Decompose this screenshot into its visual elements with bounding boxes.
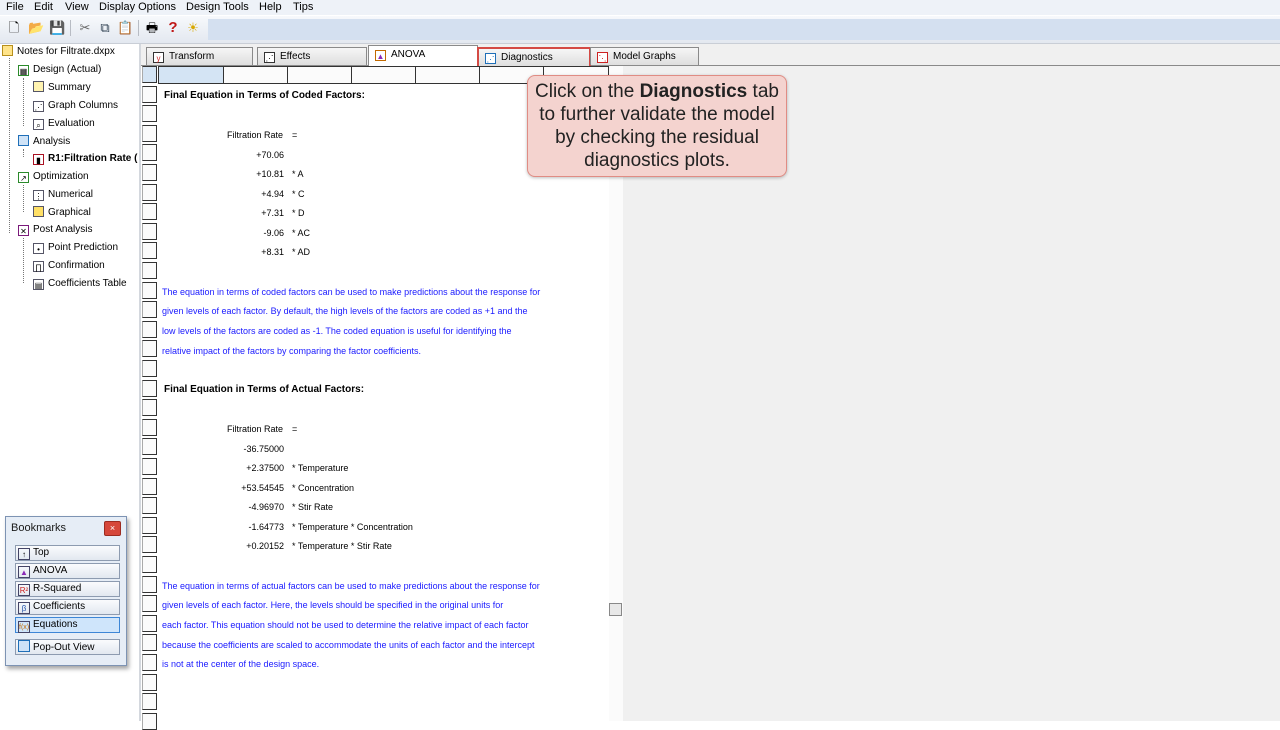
tree-item-confirmation[interactable]: ∏ Confirmation — [33, 258, 105, 274]
row-header-cell[interactable] — [142, 615, 157, 632]
coded-coefficient: -9.06 — [263, 228, 284, 238]
coded-term: * AC — [292, 228, 311, 238]
coded-coefficient: +4.94 — [261, 189, 284, 199]
bookmark-r-squared-button[interactable]: R² R-Squared — [15, 581, 120, 597]
row-header-cell[interactable] — [142, 360, 157, 377]
coded-coefficient: +10.81 — [256, 169, 284, 179]
tree-item-coefficients-table[interactable]: ▤ Coefficients Table — [34, 278, 127, 290]
coded-term: * C — [292, 189, 305, 199]
coded-term: * A — [292, 169, 304, 179]
actual-coefficient: +53.54545 — [241, 483, 284, 493]
open-folder-icon[interactable]: 📂 — [28, 20, 45, 35]
response-label: Filtration Rate — [227, 130, 284, 140]
tab-diagnostics[interactable]: ⋰ Diagnostics — [477, 47, 591, 68]
row-header-cell[interactable] — [142, 674, 157, 691]
row-header-cell[interactable] — [142, 556, 157, 573]
tree-item-design[interactable]: ▦ Design (Actual) — [19, 64, 102, 76]
model-graphs-icon: ⋱ — [598, 54, 607, 63]
actual-coefficient: -36.75000 — [243, 444, 284, 454]
row-header-cell[interactable] — [142, 301, 157, 318]
menu-help[interactable]: Help — [259, 1, 282, 13]
row-header-cell[interactable] — [142, 380, 157, 397]
bookmark-anova-button[interactable]: ▲ ANOVA — [15, 563, 120, 579]
new-file-icon[interactable]: 🗋 — [8, 20, 20, 35]
column-header[interactable] — [287, 66, 352, 84]
actual-term: * Temperature * Concentration — [292, 522, 413, 532]
tip-callout — [527, 75, 787, 177]
tree-item-evaluation[interactable]: ⌕ Evaluation — [33, 116, 95, 132]
row-header-cell[interactable] — [142, 262, 157, 279]
callout-text: Click on the Diagnostics tab to further validate the model by checking the residual diagnostics plots. — [535, 81, 779, 171]
summary-icon — [33, 81, 44, 92]
column-header[interactable] — [415, 66, 480, 84]
row-header-cell[interactable] — [142, 66, 157, 83]
print-icon[interactable]: 🖶 — [145, 20, 159, 35]
row-header-cell[interactable] — [142, 478, 157, 495]
confirmation-icon: ∏ — [33, 261, 44, 272]
response-chart-icon: ▮ — [33, 154, 44, 165]
evaluation-magnifier-icon: ⌕ — [33, 119, 44, 130]
actual-note-line: because the coefficients are scaled to accommodate the units of each factor and the intercept — [162, 640, 535, 650]
tree-line — [23, 185, 24, 212]
row-header-cell[interactable] — [142, 125, 157, 142]
row-header-cell[interactable] — [142, 576, 157, 593]
tab-anova[interactable]: ▲ ANOVA — [368, 45, 478, 66]
design-grid-icon: ▦ — [19, 67, 28, 76]
tab-effects[interactable]: ⋰ Effects — [257, 47, 367, 65]
tree-root[interactable]: Notes for Filtrate.dxpx — [2, 44, 115, 60]
menu-bar — [0, 0, 1280, 15]
row-header-cell[interactable] — [142, 458, 157, 475]
coded-coefficient: +8.31 — [261, 247, 284, 257]
toolbar-separator — [70, 20, 71, 36]
analysis-icon — [18, 135, 29, 146]
menu-view[interactable]: View — [65, 1, 89, 13]
row-header-cell[interactable] — [142, 282, 157, 299]
row-header-cell[interactable] — [142, 595, 157, 612]
tree-item-optimization[interactable]: ↗ Optimization — [18, 169, 89, 185]
anova-icon: ▲ — [376, 52, 385, 61]
row-header-cell[interactable] — [142, 536, 157, 553]
coded-coefficient: +7.31 — [261, 208, 284, 218]
actual-term: * Concentration — [292, 483, 355, 493]
coded-term: * D — [292, 208, 305, 218]
actual-equation-title: Final Equation in Terms of Actual Factors: — [164, 384, 365, 395]
function-icon: f(x) — [18, 621, 30, 633]
toolbar-separator — [138, 20, 139, 36]
menu-edit[interactable]: Edit — [34, 1, 53, 13]
beta-icon: β — [18, 602, 30, 614]
row-header-cell[interactable] — [142, 340, 157, 357]
row-header-cell[interactable] — [142, 223, 157, 240]
toolbar-empty-area — [208, 19, 1280, 40]
menu-design-tools[interactable]: Design Tools — [186, 1, 249, 13]
bookmark-coefficients-button[interactable]: β Coefficients — [15, 599, 120, 615]
row-header-cell[interactable] — [142, 713, 157, 730]
coded-term: * AD — [292, 247, 311, 257]
actual-term: * Temperature — [292, 463, 349, 473]
row-header-cell[interactable] — [142, 438, 157, 455]
r-squared-icon: R² — [19, 586, 29, 595]
help-icon[interactable]: ? — [168, 19, 178, 36]
row-header-cell[interactable] — [142, 399, 157, 416]
actual-note-line: given levels of each factor. Here, the levels should be specified in the original units for — [162, 600, 504, 610]
row-header-cell[interactable] — [142, 654, 157, 671]
row-headers — [141, 66, 158, 721]
menu-file[interactable]: File — [6, 1, 24, 13]
tree-item-analysis[interactable]: Analysis — [18, 134, 70, 150]
coded-coefficient: +70.06 — [256, 150, 284, 160]
diagnostics-icon: ⋰ — [486, 55, 495, 64]
row-header-cell[interactable] — [142, 164, 157, 181]
equals-sign: = — [292, 130, 298, 140]
column-header[interactable] — [158, 66, 224, 84]
folder-icon — [2, 45, 13, 56]
scrollbar-thumb[interactable] — [609, 603, 622, 616]
tree-line — [23, 238, 24, 283]
coded-note-line: low levels of the factors are coded as -1. The coded equation is useful for identifying the — [162, 326, 512, 336]
row-header-cell[interactable] — [142, 144, 157, 161]
actual-coefficient: +0.20152 — [246, 541, 284, 551]
row-header-cell[interactable] — [142, 693, 157, 710]
tab-bar — [141, 44, 1280, 66]
copy-icon[interactable]: ⧉ — [100, 20, 110, 35]
bookmark-top-button[interactable]: ↑ Top — [15, 545, 120, 561]
tip-bulb-icon[interactable]: ☀ — [187, 20, 199, 35]
coefficients-table-icon: ▤ — [34, 281, 43, 290]
response-label: Filtration Rate — [227, 424, 284, 434]
paste-icon[interactable]: 📋 — [117, 20, 134, 35]
row-header-cell[interactable] — [142, 242, 157, 259]
tree-item-graph-columns[interactable]: ⋰ Graph Columns — [34, 100, 119, 112]
row-header-cell[interactable] — [142, 517, 157, 534]
tree-item-point-prediction[interactable]: • Point Prediction — [33, 240, 118, 256]
row-header-cell[interactable] — [142, 321, 157, 338]
actual-coefficient: -1.64773 — [248, 522, 284, 532]
row-header-cell[interactable] — [142, 203, 157, 220]
anova-chart-icon: ▲ — [18, 566, 30, 578]
tree-line — [23, 78, 24, 126]
pop-out-icon — [18, 640, 30, 652]
actual-coefficient: +2.37500 — [246, 463, 284, 473]
coded-note-line: The equation in terms of coded factors can be used to make predictions about the response for — [162, 287, 541, 297]
tab-model-graphs[interactable]: ⋱ Model Graphs — [590, 47, 699, 65]
row-header-cell[interactable] — [142, 634, 157, 651]
row-header-cell[interactable] — [142, 105, 157, 122]
menu-tips[interactable]: Tips — [293, 1, 314, 13]
bookmarks-panel — [5, 516, 127, 666]
tree-item-post-analysis[interactable]: ✕ Post Analysis — [18, 222, 92, 238]
actual-term: * Temperature * Stir Rate — [292, 541, 392, 551]
row-header-cell[interactable] — [142, 497, 157, 514]
close-icon[interactable]: × — [104, 521, 121, 536]
graph-columns-icon: ⋰ — [34, 103, 43, 112]
pop-out-view-button[interactable]: Pop-Out View — [15, 639, 120, 655]
post-analysis-icon: ✕ — [18, 225, 29, 236]
effects-icon: ⋰ — [265, 54, 274, 63]
bookmark-equations-button[interactable]: f(x) Equations — [15, 617, 120, 633]
tree-item-numerical[interactable]: ⋮ Numerical — [34, 189, 94, 201]
optimization-icon: ↗ — [18, 172, 29, 183]
bookmarks-title: Bookmarks — [11, 522, 67, 534]
transform-icon: y — [153, 52, 164, 63]
coded-note-line: given levels of each factor. By default, the high levels of the factors are coded as +1 and the — [162, 306, 528, 316]
actual-note-line: is not at the center of the design space. — [162, 659, 320, 669]
coded-equation-title: Final Equation in Terms of Coded Factors: — [164, 90, 365, 101]
row-header-cell[interactable] — [142, 86, 157, 103]
equals-sign: = — [292, 424, 298, 434]
actual-note-line: each factor. This equation should not be used to determine the relative impact of each factor — [162, 620, 529, 630]
menu-display-options[interactable]: Display Options — [99, 1, 177, 13]
arrow-up-icon: ↑ — [18, 548, 30, 560]
actual-coefficient: -4.96970 — [248, 502, 284, 512]
tree-item-r1-filtration-rate[interactable]: ▮ R1:Filtration Rate ( — [33, 151, 137, 167]
tab-transform[interactable]: y Transform — [146, 47, 253, 65]
cut-icon[interactable]: ✂ — [79, 20, 91, 35]
save-icon[interactable]: 💾 — [49, 20, 66, 35]
point-prediction-icon: • — [33, 243, 44, 254]
actual-note-line: The equation in terms of actual factors can be used to make predictions about the response for — [162, 581, 540, 591]
tree-item-graphical[interactable]: Graphical — [33, 205, 91, 221]
tree-line — [23, 149, 24, 157]
row-header-cell[interactable] — [142, 184, 157, 201]
tree-line — [9, 58, 10, 233]
row-header-cell[interactable] — [142, 419, 157, 436]
actual-term: * Stir Rate — [292, 502, 334, 512]
numerical-icon: ⋮ — [34, 192, 43, 201]
coded-note-line: relative impact of the factors by comparing the factor coefficients. — [162, 346, 421, 356]
tree-item-summary[interactable]: Summary — [33, 80, 91, 96]
column-header[interactable] — [351, 66, 416, 84]
graphical-icon — [33, 206, 44, 217]
column-header[interactable] — [223, 66, 288, 84]
